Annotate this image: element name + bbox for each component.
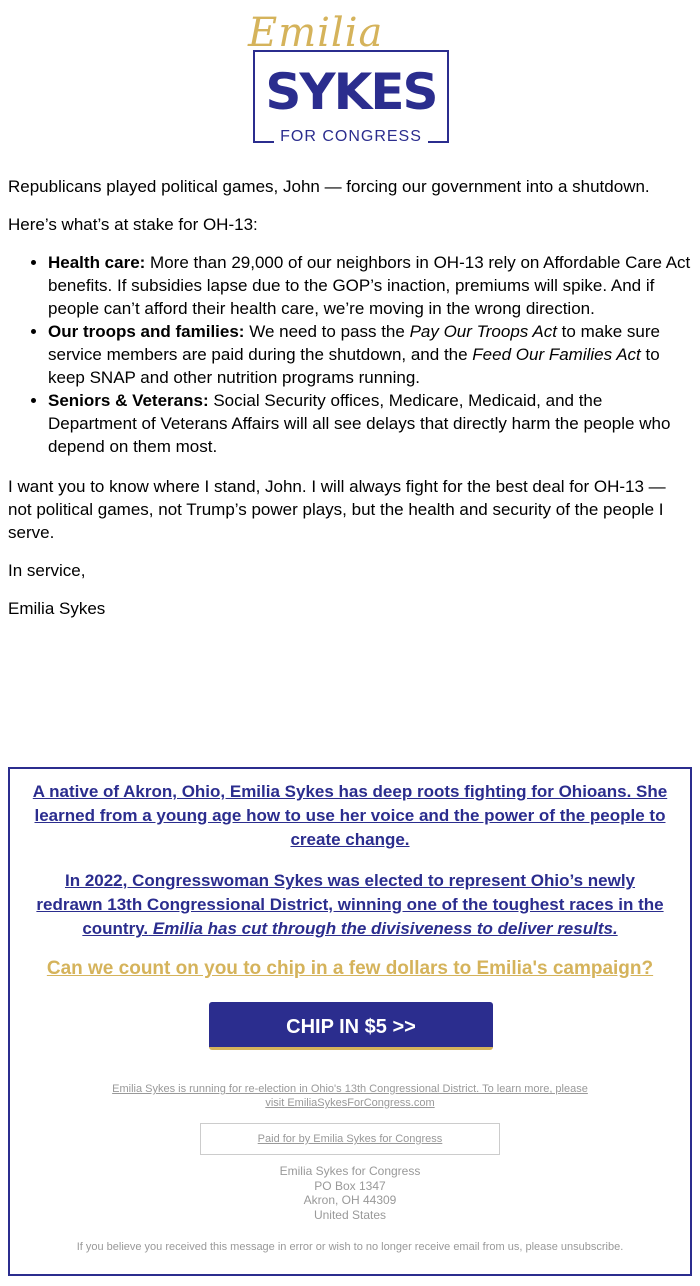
bullet-label: Health care: [48, 253, 146, 272]
bullet-text: Social Security offices, Medicare, Medicaid, and the Department of Veterans Affairs will all see delays that directly harm the people who depend on them most. [48, 391, 671, 456]
bullet-text: More than 29,000 of our neighbors in OH-13 rely on Affordable Care Act benefits. If subsidies lapse due to the GOP’s inaction, premiums will spike. And if people can’t afford their health care, we’re moving in the wrong direction. [48, 253, 691, 318]
bio-paragraph-2 [30, 869, 670, 941]
list-item [48, 320, 692, 389]
signoff: In service, [8, 561, 86, 580]
donate-question-link[interactable]: Can we count on you to chip in a few dollars to Emilia's campaign? [46, 958, 654, 979]
paid-for-link[interactable]: Paid for by Emilia Sykes for Congress [257, 1133, 443, 1145]
mailing-address [30, 1164, 670, 1222]
stand-paragraph: I want you to know where I stand, John. I will always fight for the best deal for OH-13 — not political games, not Trump’s power plays, but the health and security of the people I serve. [8, 477, 666, 542]
bullet-text: We need to pass the [244, 322, 410, 341]
signature: Emilia Sykes [8, 599, 106, 618]
logo-tagline: FOR CONGRESS [253, 128, 449, 146]
logo-frame [253, 50, 449, 143]
bullet-text: to make sure service members are paid during the shutdown, and the [48, 322, 660, 364]
bullet-label: Seniors & Veterans: [48, 391, 209, 410]
bio-italic-text: Emilia has cut through the divisiveness to deliver results. [148, 919, 618, 938]
reelection-note [70, 1082, 630, 1110]
address-box: PO Box 1347 [314, 1178, 386, 1193]
logo-last-name: SYKES [265, 63, 437, 121]
unsubscribe-note[interactable]: If you believe you received this message in error or wish to no longer receive email from us, please unsubscribe. [76, 1241, 624, 1253]
act-name: Pay Our Troops Act [409, 322, 557, 341]
act-name: Feed Our Families Act [472, 345, 641, 364]
list-item [48, 251, 692, 320]
campaign-logo [0, 0, 700, 170]
bio-paragraph-1 [30, 780, 670, 852]
bullet-label: Our troops and families: [48, 322, 245, 341]
bullet-text: to keep SNAP and other nutrition programs running. [48, 345, 660, 387]
website-link[interactable]: visit EmiliaSykesForCongress.com [265, 1097, 435, 1109]
stakes-paragraph: Here’s what’s at stake for OH-13: [8, 215, 258, 234]
address-city: Akron, OH 44309 [303, 1193, 397, 1207]
paid-for-disclaimer [200, 1123, 500, 1155]
logo-first-name: Emilia [248, 10, 384, 56]
chip-in-button[interactable]: CHIP IN $5 >> [209, 1002, 493, 1050]
email-body [8, 175, 692, 635]
address-name: Emilia Sykes for Congress [279, 1164, 421, 1178]
intro-paragraph: Republicans played political games, John — forcing our government into a shutdown. [8, 177, 650, 196]
reelection-text[interactable]: Emilia Sykes is running for re-election in Ohio's 13th Congressional District. To learn more, please [112, 1083, 588, 1095]
donation-box [8, 767, 692, 1276]
bio-link-1[interactable]: A native of Akron, Ohio, Emilia Sykes has deep roots fighting for Ohioans. She learned from a young age how to use her voice and the power of the people to create change. [32, 782, 668, 849]
cta-paragraph [30, 958, 670, 980]
list-item [48, 389, 692, 458]
address-country: United States [313, 1207, 387, 1222]
stakes-list [8, 251, 692, 458]
bio-link-2[interactable]: In 2022, Congresswoman Sykes was elected to represent Ohio’s newly redrawn 13th Congressional District, winning one of the toughest races in the country. Emilia has cut through the divisiveness to deliver results. [36, 871, 664, 938]
